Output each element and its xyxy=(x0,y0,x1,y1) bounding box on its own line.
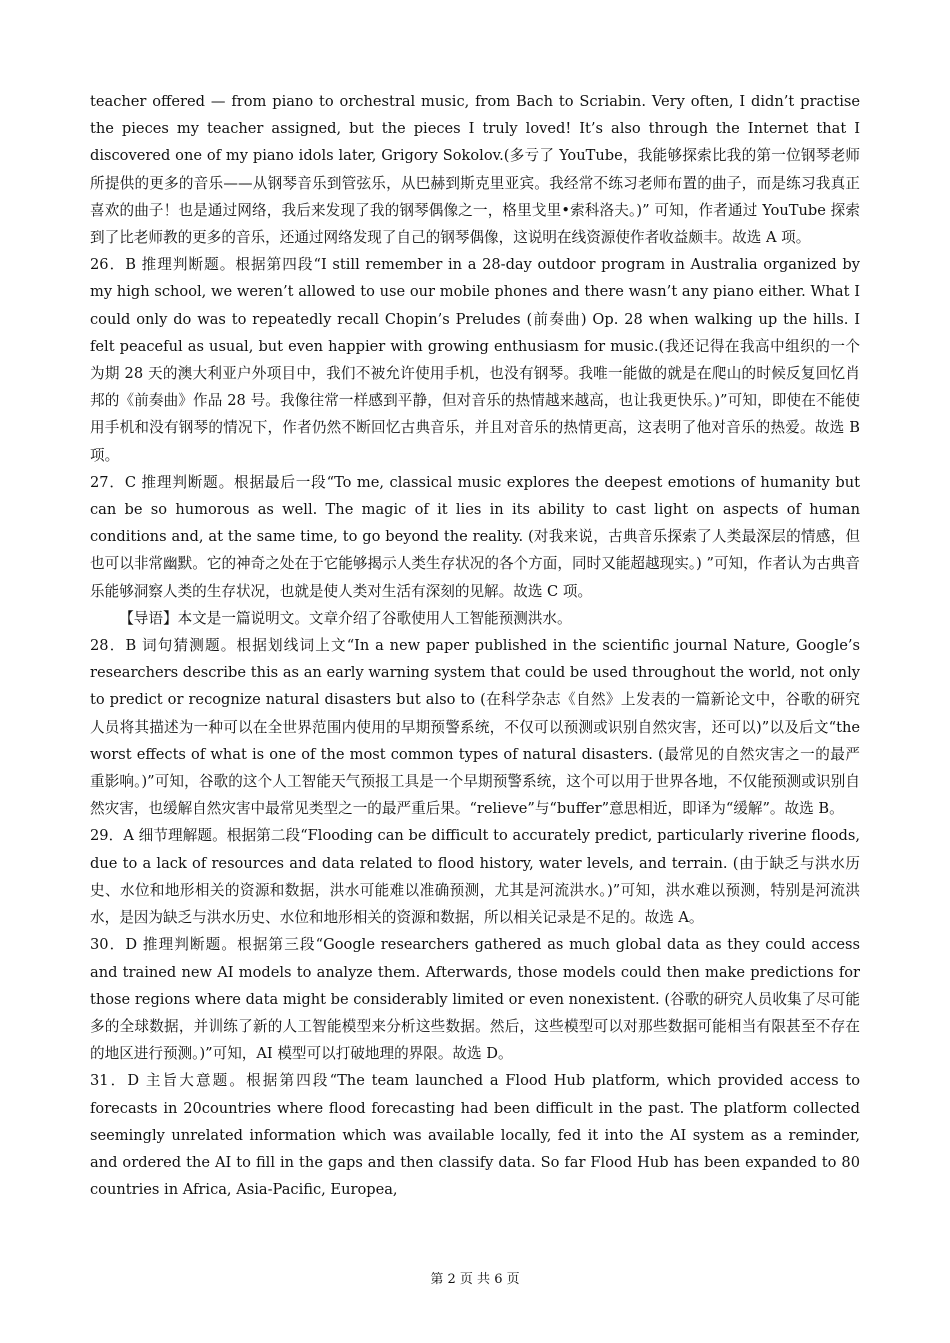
answer-28: 28．B 词句猜测题。根据划线词上文“In a new paper published in the scientific journal Nature, Google’s researchers describe this as an early warning system that could be used throughout the world, not only to predict or recognize natural disasters but also to (在科学杂志《自然》上发表的一篇新论文中，谷歌的研究人员将其描述为一种可以在全世界范围内使用的早期预警系统，不仅可以预测或识别自然灾害，还可以)”以及后文“the worst effects of what is one of the most common types of natural disasters. (最常见的自然灾害之一的最严重影响。)”可知，谷歌的这个人工智能天气预报工具是一个早期预警系统，这个可以用于世界各地，不仅能预测或识别自然灾害，也缓解自然灾害中最常见类型之一的最严重后果。“relieve”与“buffer”意思相近，即译为“缓解”。故选 B。 xyxy=(90,637,860,818)
answer-30: 30．D 推理判断题。根据第三段“Google researchers gathered as much global data as they could access and trained new AI models to analyze them. Afterwards, those models could then make predictions for those regions where data might be considerably limited or even nonexistent. (谷歌的研究人员收集了尽可能多的全球数据，并训练了新的人工智能模型来分析这些数据。然后，这些模型可以对那些数据可能相当有限甚至不存在的地区进行预测。)”可知，AI 模型可以打破地理的界限。故选 D。 xyxy=(90,936,860,1063)
paragraph-25-continued: teacher offered — from piano to orchestral music, from Bach to Scriabin. Very often, I didn’t practise the pieces my teacher assigned, but the pieces I truly loved! It’s also through the Internet that I discovered one of my piano idols later, Grigory Sokolov.(多亏了 YouTube，我能够探索比我的第一位钢琴老师所提供的更多的音乐——从钢琴音乐到管弦乐，从巴赫到斯克里亚宾。我经常不练习老师布置的曲子，而是练习我真正喜欢的曲子！也是通过网络，我后来发现了我的钢琴偶像之一，格里戈里•索科洛夫。)” 可知，作者通过 YouTube 探索到了比老师教的更多的音乐，还通过网络发现了自己的钢琴偶像，这说明在线资源使作者收益颇丰。故选 A 项。 xyxy=(90,93,860,247)
page-footer: 第 2 页 共 6 页 xyxy=(430,1272,520,1287)
answer-31: 31．D 主旨大意题。根据第四段“The team launched a Flood Hub platform, which provided access to forecasts in 20countries where flood forecasting had been difficult in the past. The platform collected seemingly unrelated information which was available locally, fed it into the AI system as a reminder, and ordered the AI to fill in the gaps and then classify data. So far Flood Hub has been expanded to 80 countries in Africa, Asia-Pacific, Europea, xyxy=(90,1072,860,1199)
document-body xyxy=(90,88,860,1203)
passage-intro: 【导语】本文是一篇说明文。文章介绍了谷歌使用人工智能预测洪水。 xyxy=(119,609,572,627)
answer-29: 29．A 细节理解题。根据第二段“Flooding can be difficult to accurately predict, particularly riverine floods, due to a lack of resources and data related to flood history, water levels, and terrain. (由于缺乏与洪水历史、水位和地形相关的资源和数据，洪水可能难以准确预测，尤其是河流洪水。)”可知，洪水难以预测，特别是河流洪水，是因为缺乏与洪水历史、水位和地形相关的资源和数据，所以相关记录是不足的。故选 A。 xyxy=(90,827,860,927)
answer-27: 27．C 推理判断题。根据最后一段“To me, classical music explores the deepest emotions of humanity but can be so humorous as well. The magic of it lies in its ability to cast light on aspects of human conditions and, at the same time, to go beyond the reality. (对我来说，古典音乐探索了人类最深层的情感，但也可以非常幽默。它的神奇之处在于它能够揭示人类生存状况的各个方面，同时又能超越现实。) ”可知，作者认为古典音乐能够洞察人类的生存状况，也就是使人类对生活有深刻的见解。故选 C 项。 xyxy=(90,473,860,600)
answer-26: 26．B 推理判断题。根据第四段“I still remember in a 28-day outdoor program in Australia organized by my high school, we weren’t allowed to use our mobile phones and there wasn’t any piano either. What I could only do was to repeatedly recall Chopin’s Preludes (前奏曲) Op. 28 when walking up the hills. I felt peaceful as usual, but even happier with growing enthusiasm for music.(我还记得在我高中组织的一个为期 28 天的澳大利亚户外项目中，我们不被允许使用手机，也没有钢琴。我唯一能做的就是在爬山的时候反复回忆肖邦的《前奏曲》作品 28 号。我像往常一样感到平静，但对音乐的热情越来越高，也让我更快乐。)”可知，即使在不能使用手机和没有钢琴的情况下，作者仍然不断回忆古典音乐，并且对音乐的热情更高，这表明了他对音乐的热爱。故选 B 项。 xyxy=(90,256,860,464)
